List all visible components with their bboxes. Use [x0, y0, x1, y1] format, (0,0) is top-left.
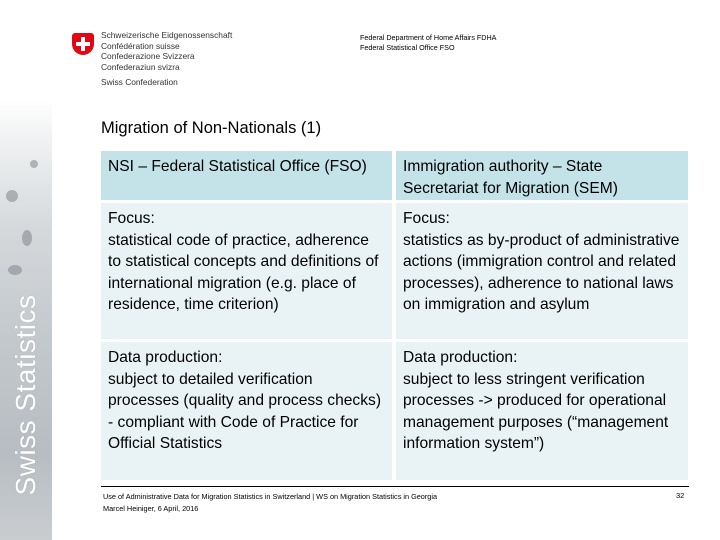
page-number: 32: [676, 491, 685, 500]
cell-label: Focus:: [108, 210, 155, 227]
confederation-line: Confederaziun svizra: [101, 61, 180, 72]
footer-author-date: Marcel Heiniger, 6 April, 2016: [103, 503, 199, 513]
office-name: Federal Statistical Office FSO: [360, 43, 455, 52]
footer-text: [103, 491, 437, 514]
table-header-fso: NSI – Federal Statistical Office (FSO): [101, 151, 392, 200]
cell-text: statistics as by-product of administrative actions (immigration control and related processes), adherence to national laws on immigration and asylum: [403, 231, 680, 314]
cell-label: Data production:: [108, 349, 223, 366]
table-header-sem: Immigration authority – State Secretariat for Migration (SEM): [396, 151, 688, 200]
slide-title: Migration of Non-Nationals (1): [101, 119, 322, 137]
table-cell-fso-data-production: [101, 342, 392, 480]
sidebar-brand-text: Swiss Statistics: [10, 294, 41, 496]
confederation-logo-text: [101, 30, 232, 88]
table-cell-fso-focus: [101, 203, 392, 339]
cell-label: Data production:: [403, 349, 518, 366]
cell-text: subject to less stringent verification processes -> produced for operational management purposes (“management information system”): [403, 370, 669, 453]
cell-text: subject to detailed verification processes (quality and process checks) - compliant with Code of Practice for Official Statistics: [108, 370, 382, 453]
confederation-english: Swiss Confederation: [101, 77, 178, 87]
confederation-line: Confédération suisse: [101, 40, 180, 51]
cell-label: Focus:: [403, 210, 450, 227]
department-name: Federal Department of Home Affairs FDHA: [360, 33, 497, 42]
sidebar-brand: [2, 294, 50, 496]
footer-presentation-title: Use of Administrative Data for Migration Statistics in Switzerland | WS on Migration Statistics in Georgia: [103, 492, 438, 501]
confederation-line: Schweizerische Eidgenossenschaft: [101, 30, 233, 40]
cell-text: statistical code of practice, adherence to statistical concepts and definitions of international migration (e.g. place of residence, time criterion): [108, 231, 379, 314]
table-cell-sem-focus: [396, 203, 688, 339]
swiss-flag-icon: [72, 33, 94, 55]
department-block: [360, 33, 496, 53]
confederation-line: Confederazione Svizzera: [101, 51, 195, 61]
table-cell-sem-data-production: [396, 342, 688, 480]
comparison-table: [101, 151, 688, 480]
footer-divider: [101, 486, 689, 487]
